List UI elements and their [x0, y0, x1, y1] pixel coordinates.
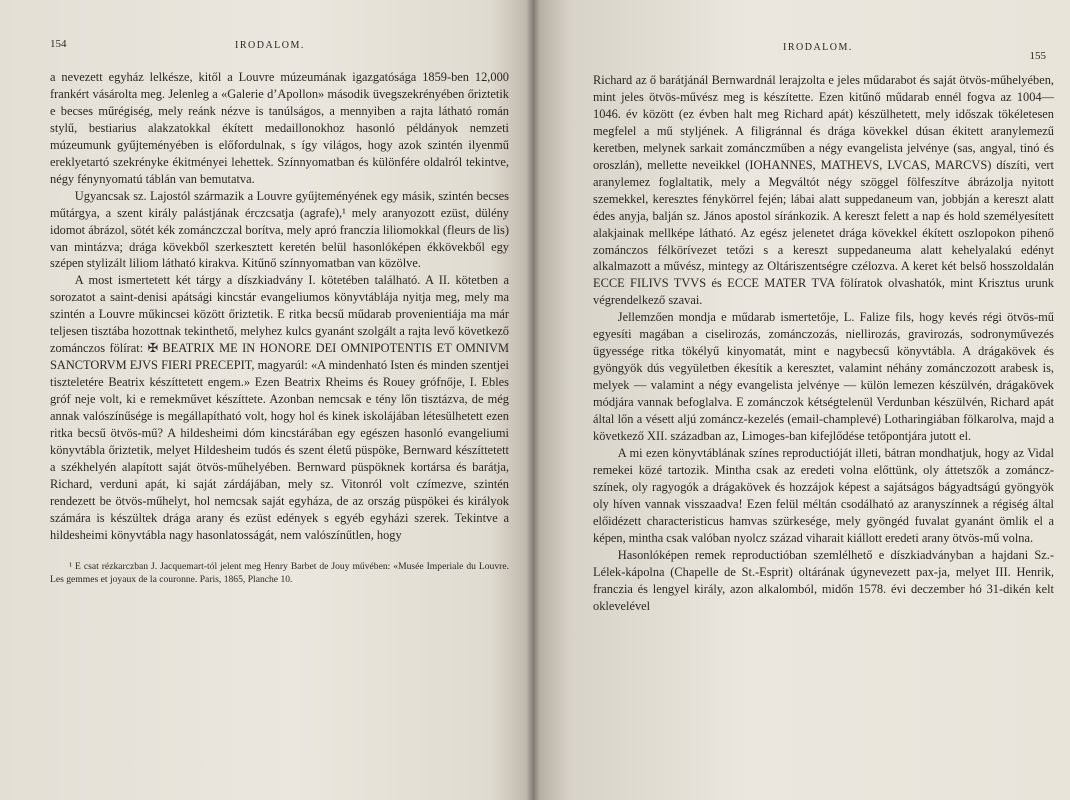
right-page [533, 0, 1070, 800]
left-page [0, 0, 533, 800]
left-page-number: 154 [50, 38, 67, 50]
left-paragraph-1: a nevezett egyház lelkésze, kitől a Louvre múzeumának igazgatósága 1859-ben 12,000 frankért vásárolta meg. Jelenleg a «Galerie d’Apollon» második üvegszekrényében őriztetik e becses műrégiség, mely reánk nézve is tanúlságos, a mennyiben a rajta látható román stylű, bestiarius alakzatokkal ékített medaillonokhoz hasonló példányok nemzeti múzeumunk gyűjteményében is előfordulnak, s így világos, hogy azok szintén ilyenmű ereklyetartó szekrényke ékitményei lehettek. Színnyomatban és különfére oldalról tekintve, négy fénynyomatú táblán van bemutatva. [50, 70, 509, 186]
left-footnote: ¹ E csat rézkarczban J. Jacquemart-tól jelent meg Henry Barbet de Jouy művében: «Musée Imperiale du Louvre. Les gemmes et joyaux de la couronne. Paris, 1865, Planche 10. [50, 560, 509, 586]
right-paragraph-3: A mi ezen könyvtáblának színes reproductióját illeti, bátran mondhatjuk, hogy az Vidal remekei közé tartozik. Mintha csak az eredeti volna előttünk, oly áttetszők a zománcz-színek, oly ragyogók a drágakövek és hozzájok képest a sajátságos bágyadtságú gyöngyök oly híven vannak visszaadva! Ezen felül méltán csodálható az aranyszínnek a régiség által előidézett characteristicus hamvas szürkesége, mely gyöngéd fuvalat gyanánt ömlik el a képen, mintha csak valóban nyolcz század viharait kiállott eredeti arany ötvös-mű volna. [593, 445, 1054, 545]
left-running-head: IRODALOM. [235, 40, 305, 51]
left-page-body [50, 69, 509, 587]
right-page-header [593, 42, 1054, 66]
right-paragraph-4: Hasonlóképen remek reproductióban szemlélhető e díszkiadványban a hajdani Sz.-Lélek-kápolna (Chapelle de St.-Esprit) oltárának úgynevezett pax-ja, melyet III. Henrik, franczia és lengyel király, azon alkalomból, midőn 1578. évi deczember hó 31-dikén kelt oklevelével [593, 547, 1054, 613]
right-page-body [593, 72, 1054, 615]
right-paragraph-1: Richard az ő barátjánál Bernwardnál lerajzolta e jeles műdarabot és saját ötvös-műhelyében, mint jeles ötvös-művész meg is készítette. Ezen kitűnő műdarab ennél fogva az 1004—1046. év között (ez évben halt meg Richard apát) készülhetett, mely időszak tökéletesen megfelel a mű styljének. A filigránnal és drága kövekkel dúsan ékitett aranylemezű keretben, melynek sarkait zománczműben a négy evangelista jelvénye (sas, angyal, tinó és oroszlán), mellette neveikkel (IOHANNES, MATHEVS, LVCAS, MARCVS) díszíti, vert aranylemez foglaltatik, mely a Megváltót négy szöggel fölfeszítve ábrázolja nyitott szemekkel, keresztes fénykörrel fején; lábai alatt suppedaneum van, jobbján a kereszt alatt édes anyja, balján sz. János apostol síránkozik. A kereszt felett a nap és hold személyesített alakjainak mellképe látható. Az egész jelenetet drága kövekkel ékített oszlopokon pihenő zománczos félkörívezet tetőzi s a kereszt suppedaneuma alatt kehelyalakú edényt alkalmazott a művész, mintegy az Oltáriszentségre czélozva. A keret két belső hosszoldalán ECCE FILIVS TVVS és ECCE MATER TVA fölíratok olvashatók, mint Krisztus urunk végrendelkező szavai. [593, 73, 1054, 308]
left-paragraph-2: Ugyancsak sz. Lajostól származik a Louvre gyűjteményének egy másik, szintén becses műtárgya, a szent király palástjának érczcsatja (agrafe),¹ mely aranyozott ezüst, dülény idomot ábrázol, sötét kék zománczczal borítva, mely apró franczia liliomokkal (fleurs de lis) van mintázva; drága kövekből szerkesztett keretén belül hasonlóképen ékkövekből egy szépen stylizált liliom látható kirakva. Kitűnő színnyomatban van közölve. [50, 188, 509, 271]
right-paragraph-2: Jellemzően mondja e műdarab ismertetője, L. Falize fils, hogy kevés régi ötvös-mű egyesíti magában a ciselirozás, zománczozás, niellirozás, gravirozás, sodronyművezés ügyessége ritka tökélyű kinyomatát, mint e nagybecsű könyvtábla. A drágakövek és gyöngyök dús vegyületben ékesítik a keresztet, valamint néhány zománczozott arabesk is, melyek — valamint a négy evangelista jelvénye — külön lemezen készülvén, drágakövek módjára vannak befoglalva. E zománczok kétségtelenül Verdunban készülvén, Richard apát által lőn a vésett aljú zománcz-kezelés (email-champlevé) Lotharingiában fölkarolva, majd a következő XII. században az, Limoges-ban kifejlődése tetőpontjára jutott el. [593, 310, 1054, 444]
left-paragraph-3: A most ismertetett két tárgy a díszkiadvány I. kötetében található. A II. kötetben a sorozatot a saint-denisi apátsági kincstár evangeliumos könyvtáblája nyitja meg, mely ma szintén a Louvre műkincsei között őriztetik. E ritka becsű műdarab provenientiája ma már teljesen tisztába hozottnak tekinthető, melyhez kulcs gyanánt szolgált a rajta levő következő zománczos fölírat: ✠ BEATRIX ME IN HONORE DEI OMNIPOTENTIS ET OMNIVM SANCTORVM EJVS FIERI PRECEPIT, magyarúl: «A mindenható Isten és minden szentjei tiszteletére Beatrix készíttetett engem.» Ezen Beatrix Rheims és Rouey grófnője, I. Ebles gróf neje volt, ki e remekművet készíttete. Azonban nemcsak e tény lőn tisztázva, de még annak valószínűsége is megállapítható volt, hogy hol és kinek iskolájában létesülhetett ezen ritka becsű ötvös-mű? A hildesheimi dóm kincstárában egy egészen hasonló evangeliumi könyvtábla őriztetik, melyet Hildesheim tudós és szent életű püspöke, Bernward készíttetett a székhelyén alapított saját ötvös-műhelyében. Bernward püspöknek kortársa és barátja, Richard, verduni apát, ki saját zárdájában, mely sz. Vitonról volt czímezve, szintén rendezett be ötvös-műhelyt, hol nemcsak saját egyháza, de az ország püspökei és királyok számára is készültek drága arany és ezüst edények s egyéb egyházi szerek. Tekintve a hildesheimi könyvtábla nagy hasonlatosságát, nem valószínűtlen, hogy [50, 273, 509, 542]
right-page-number: 155 [1029, 50, 1046, 62]
right-running-head: IRODALOM. [783, 42, 853, 53]
left-page-header [50, 38, 509, 58]
book-gutter [526, 0, 540, 800]
